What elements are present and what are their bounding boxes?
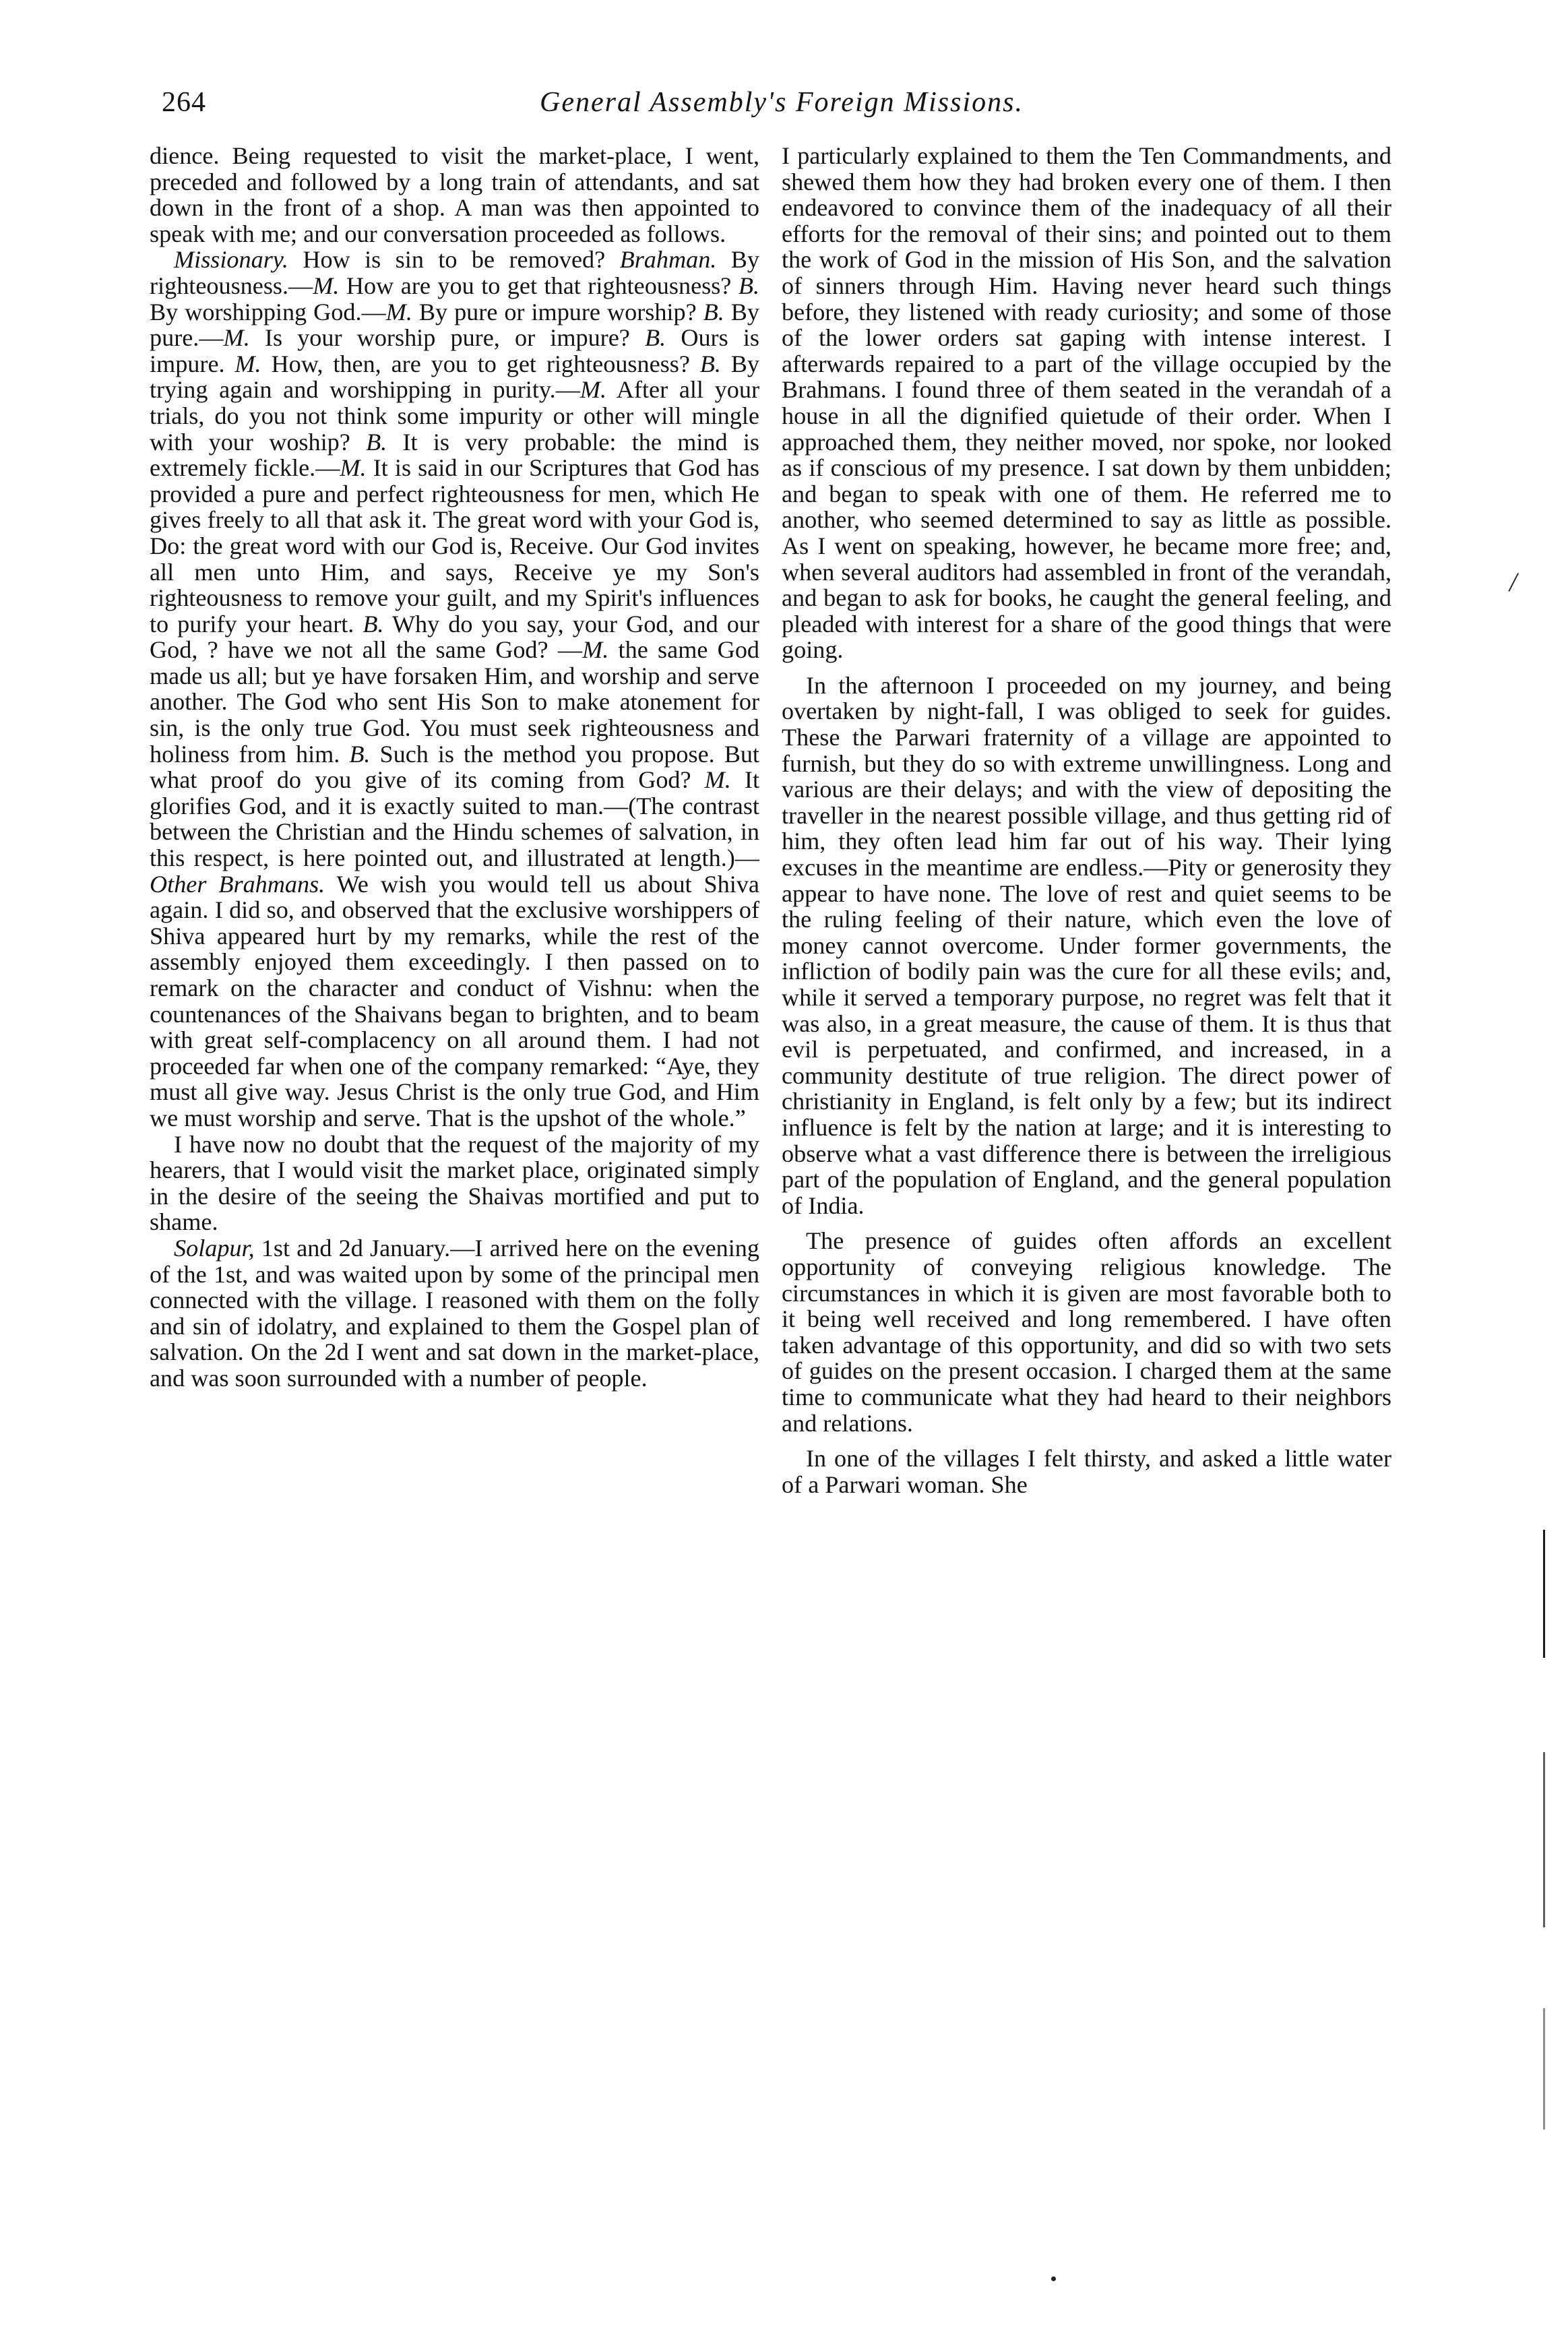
speaker-label: B. [703, 298, 724, 325]
dialogue-text: How is sin to be removed? [288, 246, 620, 274]
speaker-label: M. [704, 766, 731, 794]
dialogue-text: It is said in our Scriptures that God has provided a pure and perfect righteousness for men, which He gives freely to all that ask it. The great word with your God is, Do: the great word with our God is, Receive. Our God invites all men unto Him, and says, Receive ye my Son's righteousness to remove your guilt, and my Spirit's influences to purify your heart. [150, 454, 759, 638]
speaker-label: Missionary. [174, 246, 288, 274]
dialogue-text: By worshipping God.— [150, 298, 386, 325]
margin-scan-line [1543, 2008, 1545, 2130]
paragraph: dience. Being requested to visit the market-place, I went, preceded and followed by a long train of attendants, and sat down in the front of a shop. A man was then appointed to speak with me; and our conversation proceeded as follows. [150, 142, 759, 247]
speaker-label: B. [366, 428, 387, 456]
speaker-label: B. [699, 350, 721, 377]
dated-paragraph [150, 1235, 759, 1392]
dialogue-text: By pure or impure worship? [412, 298, 703, 325]
left-column [150, 143, 759, 1392]
dialogue-text: Why do you say, your God, and our God, ? have we not all the same God? — [150, 610, 759, 664]
speaker-label: M. [579, 376, 607, 404]
dialogue-text: How, then, are you to get righteousness? [261, 350, 700, 377]
margin-scan-line [1543, 1530, 1545, 1658]
dialogue-text: Is your worship pure, or impure? [249, 324, 646, 352]
page-header [162, 86, 1402, 127]
dialogue-text: By righteousness.— [150, 246, 760, 299]
speaker-label: M. [313, 272, 340, 299]
margin-scan-line [1543, 1752, 1545, 1927]
paragraph: In one of the villages I felt thirsty, and asked a little water of a Parwari woman. She [782, 1445, 1391, 1498]
dialogue-text: the same God made us all; but ye have forsaken Him, and worship and serve another. The God who sent His Son to make atonement for sin, is the only true God. You must seek righteousness and holiness from him. [150, 636, 760, 768]
dialogue-text: Ours is impure. [150, 324, 759, 377]
speaker-label: Other Brahmans. [150, 870, 325, 898]
dialogue-text: By pure.— [150, 298, 759, 352]
running-title: General Assembly's Foreign Missions. [540, 87, 1024, 118]
dialogue-text: By trying again and worshipping in purity.— [150, 350, 759, 404]
paragraph: In the afternoon I proceeded on my journey, and being overtaken by night-fall, I was obliged to seek for guides. These the Parwari fraternity of a village are appointed to furnish, but they do so with extreme unwillingness. Long and various are their delays; and with the view of depositing the traveller in the nearest possible village, and thus getting rid of him, they often lead him far out of his way. Their lying excuses in the meantime are endless.—Pity or generosity they appear to have none. The love of rest and quiet seems to be the ruling feeling of their nature, which even the love of money cannot overcome. Under former governments, the infliction of bodily pain was the cure for all these evils; and, while it served a temporary purpose, no regret was felt that it was also, in a great measure, the cause of them. It is thus that evil is perpetuated, and confirmed, and increased, in a community destitute of true religion. The direct power of christianity in England, is felt only by a few; but its indirect influence is felt by the nation at large; and it is interesting to observe what a vast difference there is between the irreligious part of the population of England, and the general population of India. [782, 671, 1391, 1219]
paragraph: I particularly explained to them the Ten Commandments, and shewed them how they had broken every one of them. I then endeavored to convince them of the inadequacy of all their efforts for the removal of their sins; and pointed out to them the work of God in the mission of His Son, and the salvation of sinners through Him. Having never heard such things before, they listened with ready curiosity; and some of those of the lower orders sat gaping with intense interest. I afterwards repaired to a part of the village occupied by the Brahmans. I found three of them seated in the verandah of a house in all the dignified quietude of their order. When I approached them, they neither moved, nor spoke, nor looked as if conscious of my presence. I sat down by them unbidden; and began to speak with one of them. He referred me to another, who seemed determined to say as little as possible. As I went on speaking, however, he became more free; and, when several auditors had assembled in front of the verandah, and began to ask for books, he caught the general feeling, and pleaded with interest for a share of the good things that were going. [782, 142, 1391, 664]
dialogue-paragraph [150, 247, 759, 1131]
scan-speck [1051, 2276, 1056, 2281]
dialogue-text: How are you to get that righteousness? [339, 272, 739, 299]
speaker-label: M. [582, 636, 609, 664]
paragraph: The presence of guides often affords an excellent opportunity of conveying religious knowledge. The circumstances in which it is given are most favorable both to it being well received and long remembered. I have often taken advantage of this opportunity, and did so with two sets of guides on the present occasion. I charged them at the same time to communicate what they had heard to their neighbors and relations. [782, 1227, 1391, 1437]
speaker-label: B. [349, 740, 371, 768]
speaker-label: B. [645, 324, 666, 352]
speaker-label: M. [385, 298, 412, 325]
dialogue-text: Such is the method you propose. But what proof do you give of its coming from God? [150, 740, 759, 794]
place-name: Solapur, [174, 1234, 255, 1262]
dialogue-text: It is very probable: the mind is extremely fickle.— [150, 428, 760, 482]
speaker-label: M. [340, 454, 367, 482]
speaker-label: B. [363, 610, 384, 638]
dialogue-text: It glorifies God, and it is exactly suited to man.—(The contrast between the Christian and the Hindu schemes of salvation, in this respect, is here pointed out, and illustrated at length.)— [150, 766, 760, 872]
speaker-label: Brahman. [619, 246, 717, 274]
paragraph-text: 1st and 2d January.—I arrived here on the evening of the 1st, and was waited upon by some of the principal men connected with the village. I reasoned with them on the folly and sin of idolatry, and explained to them the Gospel plan of salvation. On the 2d I went and sat down in the market-place, and was soon surrounded with a number of people. [150, 1234, 759, 1392]
right-column [782, 143, 1391, 1497]
dialogue-text: After all your trials, do you not think some impurity or other will mingle with your woship? [150, 376, 759, 456]
speaker-label: M. [234, 350, 261, 377]
dialogue-text: We wish you would tell us about Shiva again. I did so, and observed that the exclusive worshippers of Shiva appeared hurt by my remarks, while the rest of the assembly enjoyed them exceedingly. I then passed on to remark on the character and conduct of Vishnu: when the countenances of the Shaivans began to brighten, and to beam with great self-complacency on all around them. I had not proceeded far when one of the company remarked: “Aye, they must all give way. Jesus Christ is the only true God, and Him we must worship and serve. That is the upshot of the whole.” [150, 870, 759, 1131]
margin-pencil-mark: / [1509, 567, 1517, 597]
speaker-label: M. [223, 324, 250, 352]
page-number: 264 [162, 87, 206, 118]
paragraph: I have now no doubt that the request of the majority of my hearers, that I would visit the market place, originated simply in the desire of the seeing the Shaivas mortified and put to shame. [150, 1130, 759, 1236]
speaker-label: B. [738, 272, 759, 299]
